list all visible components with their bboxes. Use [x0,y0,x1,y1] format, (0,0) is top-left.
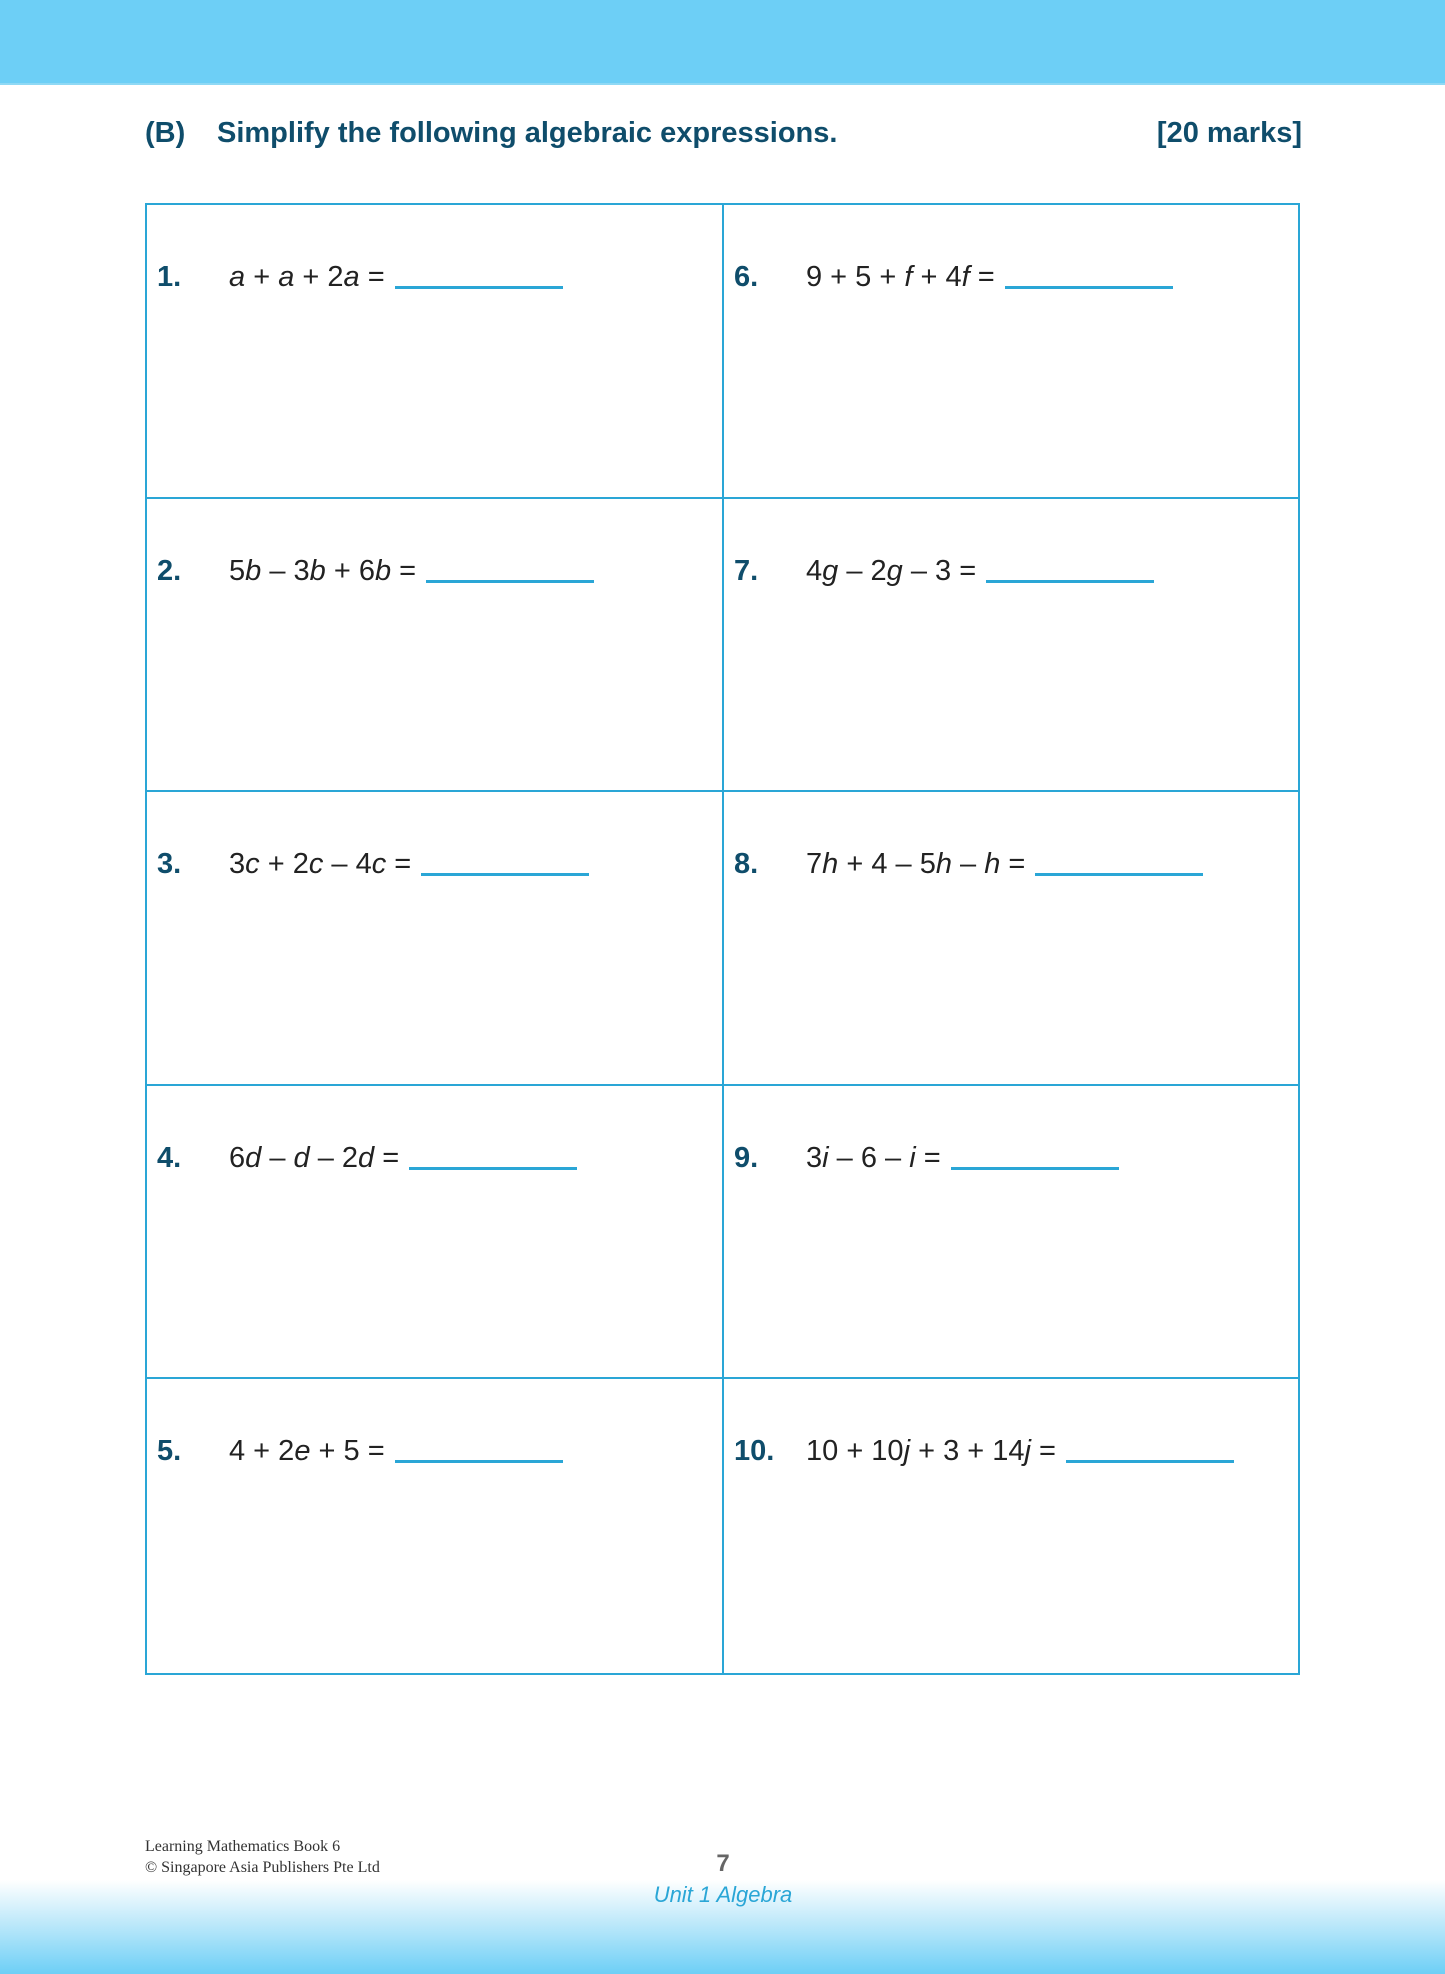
book-title: Learning Mathematics Book 6 [145,1838,341,1855]
question-number: 7. [734,554,759,587]
question-expression: a + a + 2a = [229,261,385,293]
question-cell [724,499,1300,793]
question-expression: 10 + 10j + 3 + 14j = [806,1435,1056,1468]
question-4 [157,1142,577,1175]
question-9 [734,1142,1119,1175]
marks-label: [20 marks] [1156,116,1302,149]
question-cell [724,1086,1300,1380]
unit-label: Unit 1 Algebra [653,1882,793,1907]
footer-credits [145,1836,380,1878]
question-number: 4. [157,1141,182,1174]
question-cell [147,499,724,793]
question-2 [157,555,594,588]
question-8 [734,848,1203,881]
question-expression: 3c + 2c – 4c = [229,848,412,881]
question-5 [157,1435,563,1468]
section-label: (B) [145,116,186,149]
answer-blank[interactable] [395,1460,563,1463]
question-number: 3. [157,848,182,881]
section-heading [145,113,1302,153]
question-expression: 9 + 5 + f + 4f = [806,261,995,293]
instruction-text: Simplify the following algebraic expressions. [217,116,838,149]
question-3 [157,848,589,881]
question-expression: 5b – 3b + 6b = [229,554,417,587]
page-number: 7 [716,1850,730,1877]
answer-blank[interactable] [1035,873,1203,876]
question-10 [734,1435,1234,1468]
question-expression: 4 + 2e + 5 = [229,1435,385,1468]
copyright-text: © Singapore Asia Publishers Pte Ltd [145,1859,380,1876]
question-number: 10. [734,1435,775,1468]
question-1 [157,261,563,294]
question-cell [724,1379,1300,1673]
question-cell [724,205,1300,499]
question-expression: 4g – 2g – 3 = [806,554,977,587]
answer-blank[interactable] [951,1167,1119,1170]
answer-blank[interactable] [409,1167,577,1170]
top-color-band [0,0,1445,85]
question-cell [147,1379,724,1673]
question-expression: 6d – d – 2d = [229,1141,400,1174]
answer-blank[interactable] [421,873,589,876]
question-number: 9. [734,1141,759,1174]
question-number: 8. [734,848,759,881]
question-cell [147,205,724,499]
question-cell [147,1086,724,1380]
question-grid [145,203,1300,1675]
question-cell [147,792,724,1086]
answer-blank[interactable] [1005,286,1173,289]
question-cell [724,792,1300,1086]
question-6 [734,261,1173,294]
answer-blank[interactable] [395,286,563,289]
answer-blank[interactable] [426,580,594,583]
question-number: 2. [157,554,182,587]
answer-blank[interactable] [986,580,1154,583]
question-expression: 7h + 4 – 5h – h = [806,848,1026,881]
question-number: 1. [157,261,182,293]
question-number: 5. [157,1435,182,1468]
question-expression: 3i – 6 – i = [806,1141,941,1174]
answer-blank[interactable] [1066,1460,1234,1463]
question-7 [734,555,1154,588]
question-number: 6. [734,261,759,293]
